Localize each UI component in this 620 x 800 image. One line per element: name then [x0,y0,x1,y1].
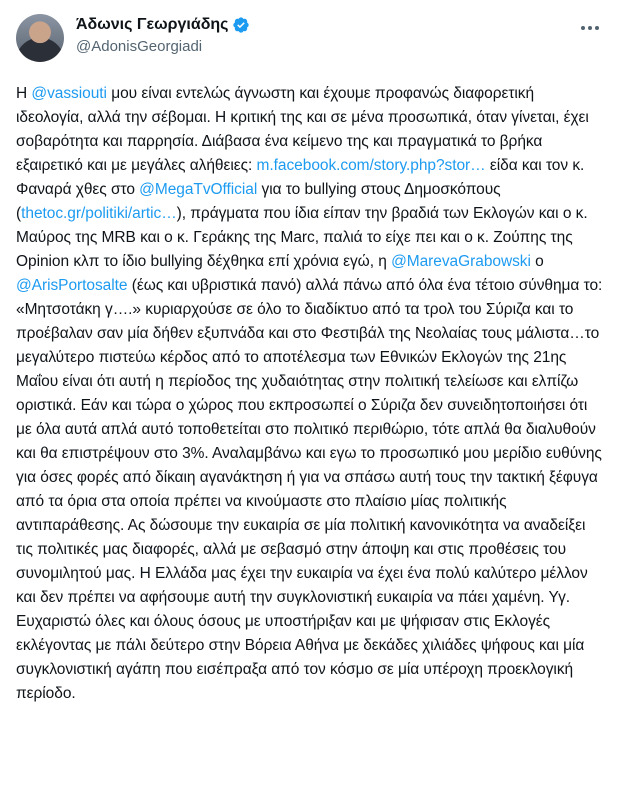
tweet-text-segment: Η [16,85,32,102]
mention-link[interactable]: @MegaTvOfficial [139,181,258,198]
mention-link[interactable]: @ArisPortosalte [16,277,128,294]
url-link[interactable]: m.facebook.com/story.php?stor… [256,157,486,174]
tweet-header [16,12,608,68]
display-name[interactable]: Άδωνις Γεωργιάδης [76,16,229,33]
tweet-text-segment: μου είναι εντελώς άγνωστη και έχουμε προφανώς διαφορετική ιδεολογία, αλλά την σέβομαι. Η κριτική της και σε μένα προσωπικά, όταν γίνεται, έχει σοβαρότητα και παρρησία. Διάβασα ένα κείμενο της και πραγματικά το βρήκα εξαιρετικό και με μεγάλες αλήθειες: [16,85,589,174]
mention-link[interactable]: @MarevaGrabowski [391,253,531,270]
mention-link[interactable]: @vassiouti [31,85,107,102]
display-name-row [76,14,250,36]
tweet-paragraph [16,82,604,706]
tweet-text-segment: ), πράγματα που ίδια είπαν την βραδιά των Εκλογών και ο κ. Μαύρος της MRB και ο κ. Γεράκης της Marc, παλιά το είχε πει και ο κ. Ζούπης της Opinion κλπ το ίδιο bullying δέχθηκα επί χρόνια εγώ, η [16,205,588,270]
avatar[interactable] [16,14,64,62]
tweet-text-segment: (έως και υβριστικά πανό) αλλά πάνω από όλα ένα τέτοιο σύνθημα το: «Μητσοτάκη γ….» κυριαρχούσε σε όλο το διαδίκτυο από τα τρολ του Σύριζα και το προέβαλαν σαν μία δήθεν εξυπνάδα και στο Φεστιβάλ της Νεολαίας τους μάλιστα…το μεγαλύτερο πιστεύω κέρδος από το αποτέλεσμα των Εθνικών Εκλογών της 21ης Μαΐου είναι ότι αυτή η περίοδος της χυδαιότητας στην πολιτική τελείωσε και ελπίζω οριστικά. Εάν και τώρα ο χώρος που εκπροσωπεί ο Σύριζα δεν συνειδητοποιήσει ότι με όλα αυτά απλά αυτό τοποθετείται στο πολιτικό περιθώριο, τότε απλά θα διαλυθούν και θα επιστρέψουν στο 3%. Αναλαμβάνω και εγω το προσωπικό μου μερίδιο ευθύνης για όσες φορές από δίκαιη αγανάκτηση ή για να σπάσω αυτή τους την τακτική ξέφυγα από τα όρια στα οποία πρέπει να κινούμαστε στο πλαίσιο μίας πολιτικής αντιπαράθεσης. Ας δώσουμε την ευκαιρία σε μία πολιτική κανονικότητα να αναδείξει τις πολιτικές μας διαφορές, αλλά με σεβασμό στην άποψη και στις προθέσεις του συνομιλητού μας. Η Ελλάδα μας έχει την ευκαιρία να έχει ένα πολύ καλύτερο μέλλον και δεν πρέπει να αφήσουμε αυτή την συγκλονιστική ευκαιρία να πάει χαμένη. Υγ. Ευχαριστώ όλες και όλους όσους με υποστήριξαν και με ψήφισαν στις Εκλογές εκλέγοντας με πάλι δεύτερο στην Βόρεια Αθήνα με δεκάδες χιλιάδες ψήφους και μία συγκλονιστική αγάπη που εισέπραξα από τον κόσμο σε μία υπέροχη προεκλογική περίοδο. [16,277,603,702]
tweet-text-segment: για το bullying στους Δημοσκόπους ( [16,181,501,222]
author-names [76,14,250,55]
url-link[interactable]: thetoc.gr/politiki/artic… [21,205,177,222]
author-handle[interactable]: @AdonisGeorgiadi [76,38,203,55]
verified-badge-icon [232,16,250,34]
more-horizontal-icon[interactable] [576,18,604,38]
tweet-text-segment: ο [530,253,544,270]
tweet-text-segment: είδα και τον κ. Φαναρά χθες στο [16,157,585,198]
tweet-text [16,82,604,706]
